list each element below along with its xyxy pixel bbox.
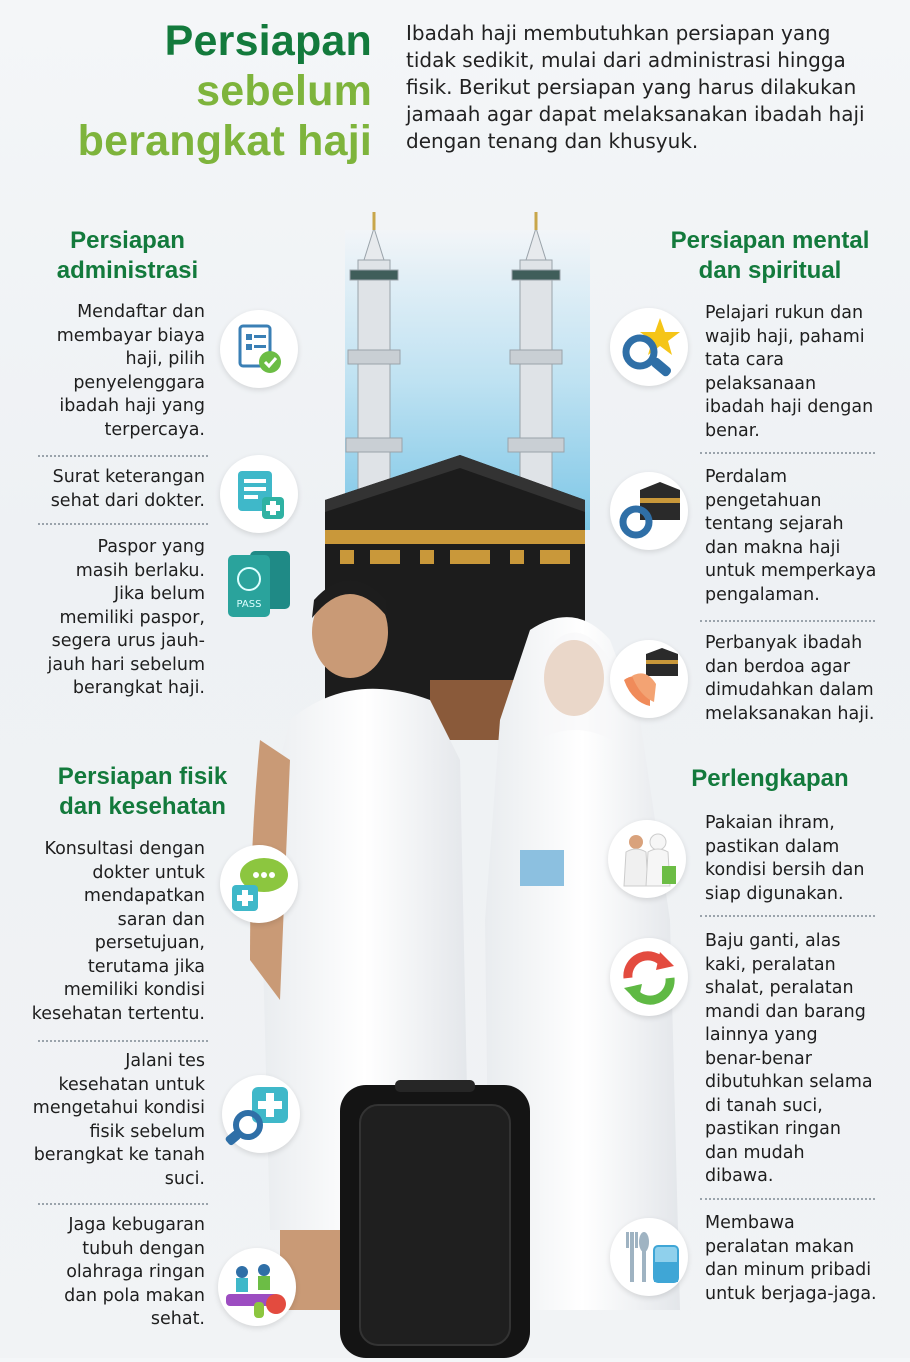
ihram-clothes-icon [608, 820, 686, 898]
section-title-line: administrasi [56, 257, 199, 284]
mental-item-3-text: Perbanyak ibadah dan berdoa agar dimudahkan dalam melaksanakan haji. [705, 633, 875, 724]
fisik-item-3-text: Jaga kebugaran tubuh dengan olahraga ringan dan pola makan sehat. [64, 1215, 205, 1329]
perlengkapan-item-1-text: Pakaian ihram, pastikan dalam kondisi bersih dan siap digunakan. [705, 813, 865, 904]
title-line-2: sebelum [196, 67, 372, 115]
section-title-line: dan spiritual [698, 257, 842, 284]
mental-item-1-text: Pelajari rukun dan wajib haji, pahami tata cara pelaksanaan ibadah haji dengan benar. [705, 303, 874, 441]
divider [38, 523, 208, 525]
section-title-line: dan kesehatan [59, 793, 226, 820]
section-title-line: Persiapan [70, 227, 185, 254]
section-title-administrasi [40, 226, 215, 286]
perlengkapan-item-3-text: Membawa peralatan makan dan minum pribadi untuk berjaga-jaga. [705, 1213, 877, 1304]
divider [38, 1203, 208, 1205]
magnifier-star-icon [610, 308, 688, 386]
admin-item-3-text: Paspor yang masih berlaku. Jika belum memiliki paspor, segera urus jauh-jauh hari sebelum berangkat haji. [47, 537, 205, 698]
section-title-line: Persiapan fisik [57, 763, 228, 790]
magnifier-kaaba-icon [610, 472, 688, 550]
perlengkapan-item-2-text: Baju ganti, alas kaki, peralatan shalat, peralatan mandi dan barang lainnya yang benar-benar dibutuhkan selama di tanah suci, pastikan ringan dan mudah dibawa. [705, 931, 873, 1186]
mental-item-2-text: Perdalam pengetahuan tentang sejarah dan makna haji untuk memperkaya pengalaman. [705, 467, 877, 605]
chat-medical-icon [220, 845, 298, 923]
fisik-item-1-text: Konsultasi dengan dokter untuk mendapatkan saran dan persetujuan, terutama jika memiliki kondisi kesehatan tertentu. [31, 839, 205, 1024]
divider [700, 452, 875, 454]
page-title [40, 16, 372, 166]
checklist-document-icon [220, 310, 298, 388]
intro-paragraph: Ibadah haji membutuhkan persiapan yang tidak sedikit, mulai dari administrasi hingga fisik. Berikut persiapan yang harus dilakukan jamaah agar dapat melaksanakan ibadah haji dengan tenang dan khusyuk. [406, 21, 865, 153]
admin-item-2-text: Surat keterangan sehat dari dokter. [50, 467, 205, 511]
medical-note-icon [220, 455, 298, 533]
divider [38, 1040, 208, 1042]
svg-text:PASS: PASS [236, 599, 262, 610]
recycle-arrows-icon [610, 938, 688, 1016]
divider [700, 915, 875, 917]
title-line-3: berangkat haji [77, 117, 372, 165]
title-line-1: Persiapan [164, 17, 372, 65]
fisik-item-2-text: Jalani tes kesehatan untuk mengetahui kondisi fisik sebelum berangkat ke tanah suci. [32, 1051, 205, 1189]
fitness-icon [218, 1248, 296, 1326]
section-title-perlengkapan: Perlengkapan [691, 765, 849, 792]
section-title-fisik [40, 762, 245, 822]
cutlery-glass-icon [610, 1218, 688, 1296]
divider [700, 620, 875, 622]
section-title-mental [665, 226, 875, 286]
section-title-line: Persiapan mental [670, 227, 870, 254]
passport-icon [220, 545, 298, 623]
divider [700, 1198, 875, 1200]
health-check-icon [222, 1075, 300, 1153]
admin-item-1-text: Mendaftar dan membayar biaya haji, pilih penyelenggara ibadah haji yang terpercaya. [56, 302, 205, 440]
praying-hands-icon [610, 640, 688, 718]
divider [38, 455, 208, 457]
